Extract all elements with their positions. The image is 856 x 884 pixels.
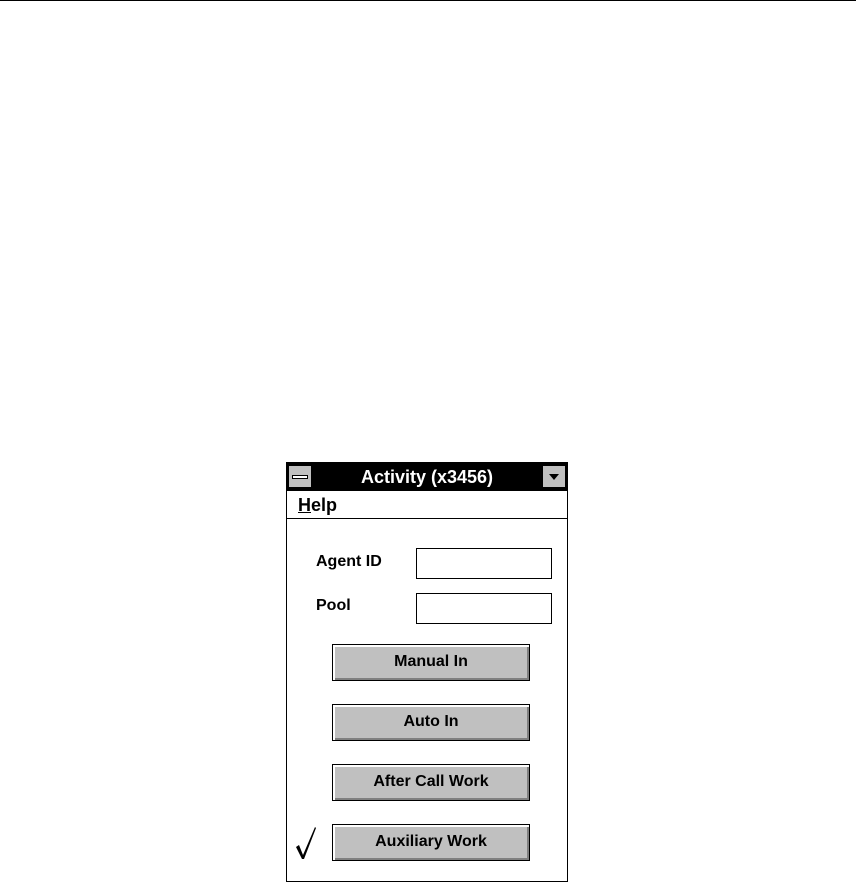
pool-input[interactable]	[416, 593, 552, 624]
system-menu-button[interactable]	[288, 465, 312, 488]
auto-in-button[interactable]: Auto In	[332, 704, 530, 741]
window-dropdown-button[interactable]	[542, 465, 566, 488]
menu-item-help-mnemonic: H	[298, 495, 311, 515]
menu-item-help-rest: elp	[311, 495, 338, 515]
title-bar[interactable]	[287, 463, 567, 491]
manual-in-button[interactable]: Manual In	[332, 644, 530, 681]
window-title: Activity (x3456)	[360, 467, 494, 487]
auxiliary-work-button[interactable]: Auxiliary Work	[332, 824, 530, 861]
pool-label: Pool	[316, 597, 351, 614]
menu-item-help[interactable]	[298, 495, 337, 515]
checkmark-icon	[294, 825, 318, 861]
agent-id-label: Agent ID	[316, 553, 382, 570]
after-call-work-button[interactable]: After Call Work	[332, 764, 530, 801]
menu-bar	[287, 491, 567, 519]
agent-id-input[interactable]	[416, 548, 552, 579]
minus-bar-icon	[292, 475, 308, 479]
triangle-down-icon	[549, 474, 559, 480]
top-divider	[0, 0, 856, 1]
activity-window	[286, 462, 568, 882]
